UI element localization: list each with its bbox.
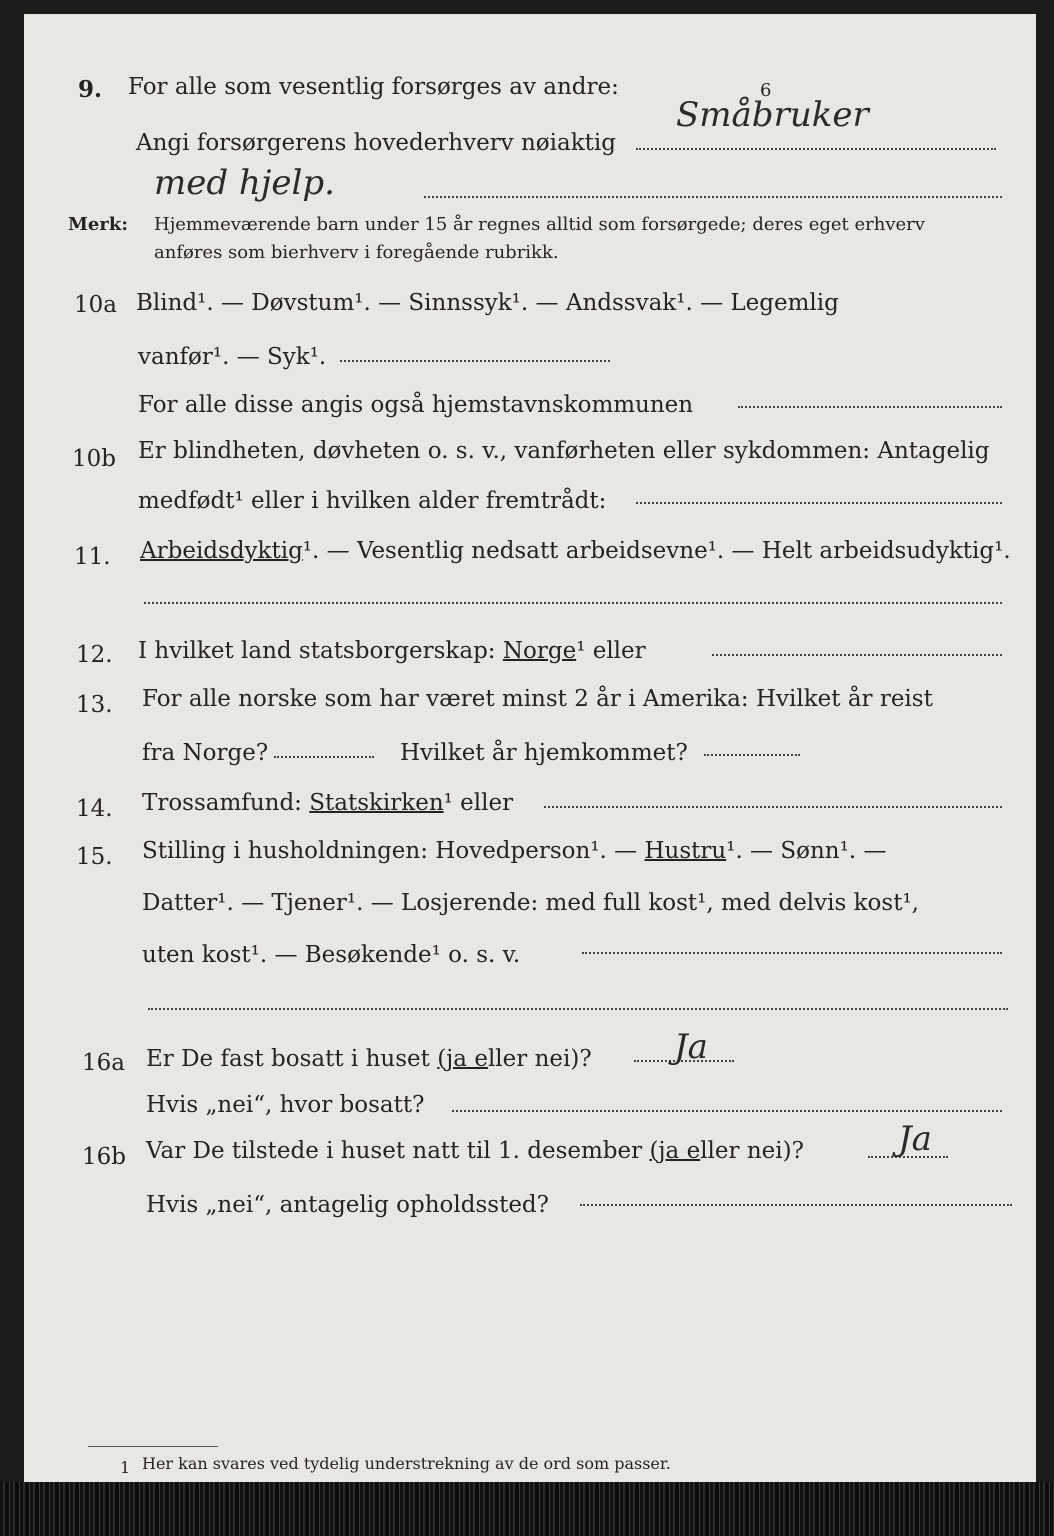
footnote-rule bbox=[88, 1446, 218, 1447]
q16a-line1a: Er De fast bosatt i huset bbox=[146, 1046, 430, 1072]
q16b-fill-line2 bbox=[580, 1204, 1012, 1206]
q10a-fill-line2 bbox=[340, 360, 610, 362]
q10b-line2: medfødt¹ eller i hvilken alder fremtrådt: bbox=[138, 488, 607, 514]
q15-fill-line4 bbox=[148, 1008, 1008, 1010]
q12-underlined-answer: Norge bbox=[502, 638, 577, 664]
q13-line2a: fra Norge? bbox=[142, 740, 269, 766]
census-form-page bbox=[24, 14, 1036, 1482]
q15-line1b: ¹. — Sønn¹. — bbox=[726, 838, 887, 864]
q12-fill-line bbox=[712, 654, 1002, 656]
q14-fill-line bbox=[544, 806, 1002, 808]
q16a-line1b: ller nei)? bbox=[487, 1046, 592, 1072]
merk-line1: Hjemmeværende barn under 15 år regnes alltid som forsørgede; deres eget erhverv bbox=[154, 214, 925, 235]
footnote-marker: 1 bbox=[120, 1458, 131, 1477]
q9-mark: 6 bbox=[760, 80, 772, 101]
q11-line bbox=[140, 540, 1011, 563]
q10a-line1: Blind¹. — Døvstum¹. — Sinnssyk¹. — Andssvak¹. — Legemlig bbox=[136, 290, 839, 316]
q10b-line1: Er blindheten, døvheten o. s. v., vanførheten eller sykdommen: Antagelig bbox=[138, 438, 990, 464]
q9-question-line1: For alle som vesentlig forsørges av andre: bbox=[128, 74, 619, 100]
q11-fill-line bbox=[144, 602, 1002, 604]
q16a-line1 bbox=[146, 1048, 592, 1071]
q10a-line2: vanfør¹. — Syk¹. bbox=[138, 344, 327, 370]
q13-line1: For alle norske som har været minst 2 år i Amerika: Hvilket år reist bbox=[142, 686, 933, 712]
q16b-line2: Hvis „nei“, antagelig opholdssted? bbox=[146, 1192, 549, 1218]
q16b-answer: Ja bbox=[898, 1119, 932, 1159]
q12-line bbox=[138, 640, 646, 663]
q9-fill-line1 bbox=[636, 148, 996, 150]
q13-fill-line-a bbox=[274, 756, 374, 758]
q11-number: 11. bbox=[74, 544, 111, 570]
q9-answer-line2: med hjelp. bbox=[154, 163, 335, 203]
q14-suffix: ¹ eller bbox=[443, 790, 514, 816]
q10b-fill-line bbox=[636, 502, 1002, 504]
merk-line2: anføres som bierhverv i foregående rubrikk. bbox=[154, 242, 559, 263]
q15-line1a: Stilling i husholdningen: Hovedperson¹. — bbox=[142, 838, 638, 864]
q10a-fill-line3 bbox=[738, 406, 1002, 408]
q16a-underlined-answer: (ja e bbox=[437, 1046, 488, 1072]
q14-line bbox=[142, 792, 513, 815]
q12-suffix: ¹ eller bbox=[576, 638, 646, 664]
q16a-fill-line2 bbox=[452, 1110, 1002, 1112]
q14-underlined-answer: Statskirken bbox=[309, 790, 444, 816]
q16b-underlined-answer: (ja e bbox=[649, 1138, 701, 1164]
scan-edge-strip bbox=[0, 1482, 1054, 1536]
q16b-line1b: ller nei)? bbox=[700, 1138, 804, 1164]
q13-number: 13. bbox=[76, 692, 113, 718]
q15-line1 bbox=[142, 840, 886, 863]
q16a-number: 16a bbox=[82, 1050, 125, 1076]
q14-prefix: Trossamfund: bbox=[142, 790, 302, 816]
footnote-text: Her kan svares ved tydelig understrekning av de ord som passer. bbox=[142, 1454, 671, 1473]
q13-fill-line-b bbox=[704, 754, 800, 756]
q9-number: 9. bbox=[78, 76, 103, 103]
merk-label: Merk: bbox=[68, 214, 128, 235]
q16b-line1a: Var De tilstede i huset natt til 1. desember bbox=[146, 1138, 643, 1164]
q15-underlined-answer: Hustru bbox=[644, 838, 727, 864]
q15-line2: Datter¹. — Tjener¹. — Losjerende: med full kost¹, med delvis kost¹, bbox=[142, 890, 919, 916]
q9-answer-line1: Småbruker bbox=[676, 95, 869, 135]
q15-number: 15. bbox=[76, 844, 113, 870]
q10b-number: 10b bbox=[72, 446, 116, 472]
q15-line3: uten kost¹. — Besøkende¹ o. s. v. bbox=[142, 942, 521, 968]
q16b-line1 bbox=[146, 1140, 804, 1163]
q11-underlined-answer: Arbeidsdyktig bbox=[140, 538, 303, 564]
q10a-line3: For alle disse angis også hjemstavnskommunen bbox=[138, 392, 694, 418]
q16a-line2: Hvis „nei“, hvor bosatt? bbox=[146, 1092, 425, 1118]
q16b-number: 16b bbox=[82, 1144, 126, 1170]
q12-prefix: I hvilket land statsborgerskap: bbox=[138, 638, 496, 664]
q9-question-line2: Angi forsørgerens hovederhverv nøiaktig bbox=[136, 130, 616, 156]
q14-number: 14. bbox=[76, 796, 113, 822]
q16a-answer: Ja bbox=[674, 1027, 708, 1067]
q15-fill-line3 bbox=[582, 952, 1002, 954]
q9-fill-line2 bbox=[424, 196, 1002, 198]
q11-rest: ¹. — Vesentlig nedsatt arbeidsevne¹. — Helt arbeidsudyktig¹. bbox=[302, 538, 1011, 564]
q12-number: 12. bbox=[76, 642, 113, 668]
q10a-number: 10a bbox=[74, 292, 117, 318]
q13-line2b: Hvilket år hjemkommet? bbox=[400, 740, 688, 766]
